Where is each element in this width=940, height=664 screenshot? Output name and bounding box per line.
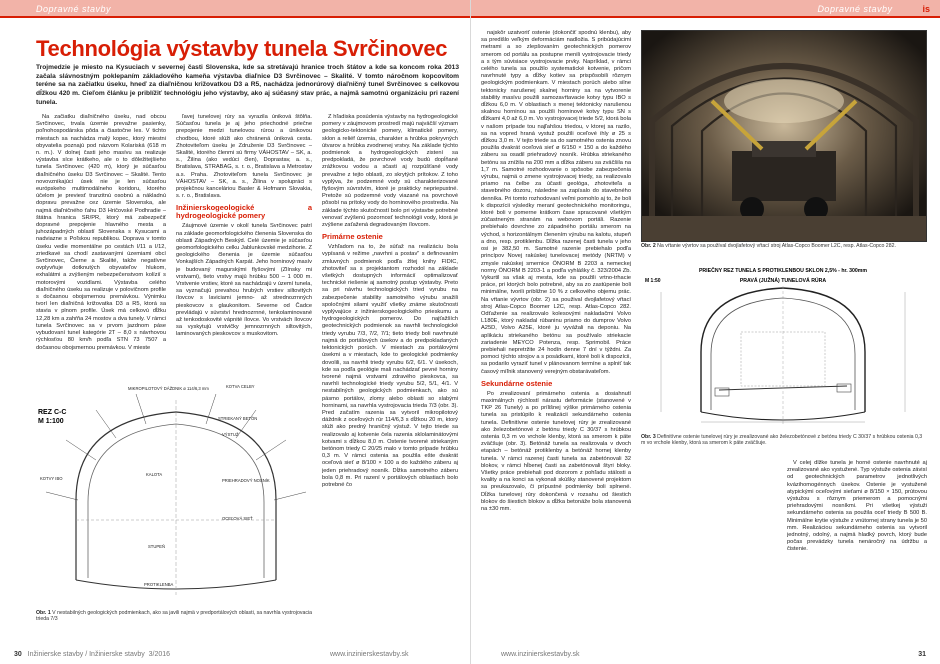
left-header xyxy=(0,0,470,18)
fig3-scale: M 1:50 xyxy=(645,278,661,284)
header-rule xyxy=(0,16,470,18)
fig3-title: PRIEČNY REZ TUNELA S PROTIKLENBOU SKLON 2,5% - hr. 300mm xyxy=(698,268,868,274)
section-heading-primary-lining: Primárne ostenie xyxy=(322,232,383,242)
caption-label: Obr. 2 xyxy=(641,243,656,249)
caption-label: Obr. 1 xyxy=(36,610,51,616)
magazine-name: Inžinierske stavby / Inžinierske stavby xyxy=(27,651,145,658)
page-number-left: 30 xyxy=(14,651,22,658)
figure-1 xyxy=(36,380,314,606)
fig1-scale: M 1:100 xyxy=(38,418,64,425)
paragraph: Vzhľadom na to, že súťaž na realizáciu bola vypísaná v režime „navrhni a postav" s definovaním zmluvných podmienok podľa žltej knihy FIDIC, zhotoviteľ sa s projektantom rozhodol na základe všetkých dostupných informácií optimalizovať technické riešenie aj samotný postup výstavby. Preto sa pri návrhu technologických tried vyrubu na zabezpečenie stability samotného výrubu snažili spoločnými silami využiť všetky známe skutočnosti vyplývajúce z inžinierskogeologického prieskumu a hydrogeologických pomerov. Do najťažších geotechnických podmienok sa navrhli technologické triedy vyrubu 7/3, 7/2, 7/1; tieto triedy boli navrhnuté najmä do portálových úsekov a do predpokladaných tektonických porúch. V miestach za portálovými úsekmi a v miestach, kde to geologické podmienky dovolili, sa navrhli triedy vyrubu 6/2, 6/1. V úsekoch, kde sa podľa geológie mali nachádzať pevné horniny tvorené najmä vrstvami zdravého pieskovca, sa navrhli technologické triedy vyrubu 5/2, 5/1, 4/1. V nestabilných geologických podmienkach, ako sú pásmo portálov, zlomy alebo oblasti so slabými horninami, sa navrhla vystrojovacia trieda 7/3 (obr. 3). Pred začatím razenia sa vytvoril mikropilotový dáždnik z oceľových rúr 114/6,3 s dĺžkou 20 m, ktorý slúži ako predný hraničný výstuž. V tejto triede sa realizovalo aj kotvenie čela razenia sklolaminátovými kotvami s dĺžkou 8,0 m. Ostenie tvorené striekaným betónom triedy C 20/25 malo v tomto prípade hrúbku 0,3 m. V rámci ostenia sa použila ešte dvakrát oceľová sieť ø 8/100 × 100 a do každého záberu aj jeden priehradový nosník. Dĺžka samotného záberu bola 0,8 m. Pri razení v portálových oblastiach bolo potrebné čo xyxy=(322,244,458,488)
fig1-label: KOTVY IBO xyxy=(40,476,63,481)
magazine-logo: is xyxy=(922,4,930,14)
section-label-left: Dopravné stavby xyxy=(36,4,112,14)
right-header xyxy=(471,0,940,18)
figure-3-caption xyxy=(641,434,925,447)
fig1-label: KOTVA CELBY xyxy=(226,384,255,389)
footer-url-right[interactable]: www.inzinierskestavby.sk xyxy=(501,651,580,658)
paragraph: Na začiatku diaľničného úseku, nad obcou Svrčinovec, trvala územie prevažne pasienky, poľnohospodárska pôda a čiastočne les. V tichto miestach sa nachádza malý kopec, ktorý miestni obyvatelia poznajú pod názvom Kolariská (618 m n. m.). V dolnej časti jeho masívu sa realizuje výstavba síce krátkeho, ale o to dôležitejšieho tunela Svrčinovec (420 m), ktorý je súčasťou diaľničného úseku D3 Svrčinovec – Skalité. Tento novovznikajúci úsek nie je len súčasťou európskeho multimodálneho koridoru, ktorého účelom je previesť tranzitnú osobnú a nákladnú dopravu prevažne cez územie Slovenska, ale najmä diaľničného ťahu D3 Hričovské Podhradie – štátna hranica SR/PR, ktorý má zabezpečiť dopravné prepojenie hlavného mesta a juhozápadných oblastí Slovenska s Kysucami a nadviazne s Poľskou republikou. Doprava v tomto úseku vedie momentálne po cestách I/11 a I/12, zriedkavé sa chodí zastavanými územiami obcí Svrčinovec, Čierne a Skalité, takže negatívne ovplyvňuje dotknutých obyvateľov hlukom, exhalátmi a zvýšeným nebezpečenstvom kolízií s motorovými vozidlami. Výstavba celého diaľničného úseku sa realizuje v polovičnom profile s dočasnou obojsmernou premávkou. Výnimku tvorí len diaľničná križovatka D3 a R5, ktorá sa stavia v plnom profile. Úsek má celkovú dĺžku 12,28 km a zahŕňa 24 mostov a dva tunely. V rámci tunela Svrčinovec sa v prvom jazdnom páse vybudovaní tunel kategórie 2T – 8,0 s návrhovou rýchlosťou 80 km/h podľa STN 73 7507 a dočasnou obojsmernou premávkou. V mieste xyxy=(36,114,166,351)
text-column-5 xyxy=(787,460,927,640)
paragraph: V celej dĺžke tunela je horné ostenie navrhnuté aj zrealizované ako vystužené. Typ výstuže ostenia závisí od geotechnických parametrov jednotlivých kvázihomogénnych úsekov. Ostenie je vystužené atypickými oceľovými sieťami ø 8/150 × 150, prútovou výstužou s rôznym priemerom a pomocnými priehradovými nosníkmi. Pri všetkej výstuži sekundárneho ostenia sa použila oceľ triedy B 500 B. Minimálne krytie výstuže z vnútornej strany tunela je 50 mm. Realizáciou sekundárneho ostenia sa vytvoril jednotný, odolný, a najmä hladký povrch, ktorý bude počas prevádzky tunela nenáročný na údržbu a čistenie. xyxy=(787,460,927,553)
paragraph: Z hľadiska posúdenia výstavby na hydrogeologické pomery v záujmovom prostredí majú najväčší význam geologicko-tektonické pomery, klimatické pomery, sklon a reliéf územia, charakter a hrúbka pokryvných útvarov a hrúbka zvodnenej vrstvy. Na základe týchto podmienok a hydrogeologických zistení sa predpokladá, že povrchové vody budú dopĺňané zrážkovou vodou a sčasti aj rozpúšťané vody prevažne z tejto oblasti, zo skrytých prítokov. Z toho vyplýva, že podzemné vody sú charakterizované flyšovým súvrstvím, ktoré je prakticky nepriepustné. Pretože sú podzemné vody viazané na povrchové pôsobí na prítoky vody do horninového prostredia. Na základe týchto skutočností bolo pri výstavbe potrebné venovať zvýšenú pozornosť technológii vody, ktorá je zvýšene zaťažená degradovaným ílovcom. xyxy=(322,114,458,229)
issue-number: 3/2016 xyxy=(148,651,171,658)
section-label-right: Dopravné stavby xyxy=(817,4,893,14)
paragraph: ľavej tunelovej rúry sa vyrazila úniková štôlňa. Súčasťou tunela je aj jeho priechodné priečne prepojenie medzi tunelovou rúrou a únikovou chodbou, ktoré slúži ako chránená úniková cesta. Zhotoviteľom úseku je Združenie D3 Svrčinovec – Skalité, ktorého členmi sú firmy VÁHOSTAV – SK, a. s., Žilina (ako vedúci člen), Doprastav, a. s., Bratislava, STRABAG, s. r. o., Bratislava a Metrostav a.s. Praha. Zhotoviteľom tunela Svrčinovec je VÁHOSTAV – SK, a. s., Žilina v spolupráci s projekčnou kanceláriou Basler & Hofmann Slovakia, s. r. o., Bratislava. xyxy=(176,114,312,200)
fig1-label: STRIEKANÝ BETÓN xyxy=(218,416,258,421)
fig1-label: PRIEHRADOVÝ NOSNÍK xyxy=(222,478,270,483)
figure-1-caption xyxy=(36,610,314,623)
fig1-label: STUPEŇ xyxy=(148,544,165,549)
tunnel-cross-section-drawing xyxy=(641,262,925,430)
fig1-label: OCEĽOVÁ SIEŤ xyxy=(222,516,253,521)
fig1-label: KALOTA xyxy=(146,472,163,477)
side-drain-left xyxy=(715,388,729,396)
section-heading-geology: Inžinierskogeologické a hydrogeologické pomery xyxy=(176,203,312,221)
tunnel-inner-outline xyxy=(88,424,264,578)
footer-url-left[interactable]: www.inzinierskestavby.sk xyxy=(330,651,409,658)
footer-left xyxy=(14,651,170,658)
text-column-4 xyxy=(481,30,631,550)
article-title: Technológia výstavby tunela Svrčinovec xyxy=(36,36,448,61)
caption-label: Obr. 3 xyxy=(641,434,656,440)
caption-text: Na vŕtanie vývrtov sa používal dvojlafetový vŕtací stroj Atlas-Copco Boomer L2C, resp. Atlas-Copco 282. xyxy=(657,243,896,249)
page-number-right: 31 xyxy=(918,651,926,658)
paragraph: najskôr uzatvoriť ostenie (dokončiť spodnú klenbu), aby sa predišlo veľkým deformáciám nadložia. S pribúdajúcimi metrami a so zlepšovaním geotechnických pomerov smerom od portálu sa postupne menili vystrojovacie triedy a s tým súvisiace vystrojovacie prvky. Napríklad, v rámci celého tunela sa použilo systematické kotvenie, pričom navrhnuté typy a dĺžky kotiev sa prispôsobili rôznym geologickým podmienkam. V miestach porúch alebo silne tektonicky narušenej skalnej horniny sa na vytvorenie stability masívu použili samozavŕtavacie kotvy typu IBO s dĺžkou 6,0 m. V oblastiach s menej tektonicky narušenou skalnou horninou sa použili horninové kotvy typu SN s dĺžkami 4,0 až 6,0 m. Vo vystrojovacej triede 5/2, ktorá bola v našom prípade tou najľahšou triedou, v ktorej sa razilo, sa na vopred hraná vystuž použili oceľové ihly ø 25 s dĺžkou 3,0 m. V tejto triede sa do samotného ostenia znovu použila dvakrát oceľová sieť ø 6/150 × 150 a do každého záberu sa osadil priehradový nosník. Hrúbka striekaného betónu sa znížila na 200 mm a dĺžka záberu sa zväčšila na 1,7 m. Samotné rozhodovanie o spôsobe zabezpečenia výrubu, najmä o zmene vystrojovacej triedy, sa realizovalo priamo na čelbe za účasti geológa, zhotoviteľa a stavebného dozoru, následne sa zapísalo do stavebného denníka. Pri tomto rozhodovaní veľmi pomohlo aj to, že boli k dispozícii výsledky meraní geotechnického monitoringu, ktoré boli v pomerne krátkom čase spracované všetkým zúčastneným stranám na webovom portáli. Razenie prebiehalo dovrchne zo západného portálu smerom na východ, s horizontálnym členením výrubu na kalotu, stupeň a dno, resp. protiklenbu. Dĺžka razenej časti tunela v jeho osi je 382,50 m. Samotné razenie prebiehalo podľa princípov Novej rakúskej tunelovacej metódy (NRTM) v zmysle rakúskej smernice ÖNORM B 2203 a nemeckej normy ÖNORM B 2203-1 a podľa vyhlášky č. 323/2004 Zb. Vykurtil sa však aj mesta, kde sa použili vrtno-trhacie práce, pri ktorých bolo potrebné, aby sa zo zastúpenie boli minimálne, tvorili približne 10 % z celkového objemu prác. Na vŕtanie vývrtov (obr. 2) sa použival dvojlafetový vŕtací stroj Atlas-Copco Boomer L2C, resp. Atlas-Copco 282. Odťaženie sa realizovalo kolesovými nakladačmi Volvo L180E, ktorý nakladal rúbaninu priamo do dumprov Volvo A25D, Volvo A25E, ktoré ju vyvážali na deponiu. Na aplikáciu striekaného betónu sa používalo striekacie zariadenie MEYCO Potenza, resp. Sprimobil. Práce prebiehali nepretržite 24 hodín denne 7 dní v týždni. Za pomoci týchto strojov a s posádkami, ktoré boli k dispozícii, sa podarilo vyraziť tunel v plánovanom termíne a splniť tak časový míľnik stanovený verejným obstarávateľom. xyxy=(481,30,631,375)
fig1-label: PROTIKLENBA xyxy=(144,582,174,587)
figure-2-photo xyxy=(641,30,927,242)
paragraph: Záujmové územie v okolí tunela Svrčinovec patrí na základe geomorfologického členenia Slovenska do oblasti Západných Beskýd. Celé územie je súčasťou geomorfologického celku Jablunkovské medzihorie. Z geologického členenia je územie súčasťou Vonkajších Západných Karpát. Jeho horninový masív je budovaný magurskými flyšovými (Zlínsky mi vrstvami), tieto vrstvy majú hrúbku 500 – 1 000 m. Vrstvenie vrstiev, ktoré sa nachádzajú v území tunela, sa vyznačujú prevahou hrubých vrstiev siltovitých ílovcov s laviciami jemno- až strednozrnných pieskovcov s glaukonitom. Severne od Čadce prevládajú v súvrství hrednozrnné, tenkolaminované až tenkodoskovité vápnité ílovce. Vo vrstvách ílovcov sa vyskytujú vrstvičky jemnozrnných siltovitých, laminovaných pieskovcov s muskovitom. xyxy=(176,223,312,338)
figure-3 xyxy=(641,262,925,430)
paragraph: Po zrealizovaní primárneho ostenia a dosiahnutí maximálnych rýchlostí nárastu deformácie (stanovené v TKP 26 Tunely) a po prílišnej výške primárneho ostenia tunela sa pristúpilo k realizácii sekundárneho ostenia tunela. Definitívne ostenie tunelovej rúry je zrealizované ako železobetónové z betónu triedy C 30/37 s hrúbkou ostenia 0,3 m vo vrchole klenby, ktorá sa smerom k päte zväčšuje (obr. 3). Betónáž tunela sa realizovala v dvoch etapách – betónáž protiklenby a betónáž hornej klenby tunela. V rámci razenej časti tunela sa zabetónovali 32 blokov, v rámci hĺbenej časti sa zabetónovali štyri bloky. Všetky práce prebiehali pod dozorom z pohľadu stálosti a kvality a na konci sa vykonali skúšky stanovené projektom sa preukazovalo, či prípustné podmienky boli splnené. Dĺžka tunelovej rúry dokončená v rozsahu od šiestich blokov do šiestich blokov a dĺžka betonáže bola stanovená na ±30 mm. xyxy=(481,390,631,512)
right-page xyxy=(471,0,940,664)
figure-2-caption xyxy=(641,243,925,249)
fig1-label: VÝSTUŽ xyxy=(222,432,239,437)
caption-text: V nestabilných geologických podmienkach, ako sa javili najmä v predportálových oblasti, sa navrhla vystrojovacia trieda 7/3 xyxy=(36,610,312,623)
fig1-title: REZ C-C xyxy=(38,409,67,416)
fig1-label: MIKROPILOTOVÝ DÁŽDNIK ø 114/6,3 mm xyxy=(128,386,209,391)
text-column-1 xyxy=(36,114,166,376)
text-column-3 xyxy=(322,114,458,638)
header-rule xyxy=(471,16,940,18)
tunnel-drilling-photo xyxy=(642,31,926,241)
caption-text: Definitívne ostenie tunelovej rúry je zrealizované ako železobetónové z betónu triedy C 30/37 s hrúbkou ostenia 0,3 m vo vrchole klenby, ktorá sa smerom k päte zväčšuje. xyxy=(641,434,923,447)
cross-section-diagram xyxy=(36,380,314,606)
text-column-2 xyxy=(176,114,312,376)
article-lead: Trojmedzie je miesto na Kysuciach v severnej časti Slovenska, kde sa stretávajú hranice troch štátov a kde sa koncom roka 2013 začala slávnostným poklepaním základového kameňa výstavba diaľnice D3 Svrčinovec – Skalité. V tomto náročnom kopcovitom teréne sa na začiatku úseku, hneď za diaľničnou križovatkou D3 a R5, nachádza jednorúrový diaľničný tunel Svrčinovec s celkovou dĺžkou 420 m. Cieľom článku je priblížiť technológiu jeho výstavby, ako aj súčasný stav prác, a najmä samotnú organizáciu pri razení tunela. xyxy=(36,64,459,106)
side-drain-right xyxy=(837,384,851,392)
section-heading-secondary-lining: Sekundárne ostenie xyxy=(481,378,553,388)
fig3-subtitle: PRAVÁ (JUŽNÁ) TUNELOVÁ RÚRA xyxy=(739,278,827,284)
